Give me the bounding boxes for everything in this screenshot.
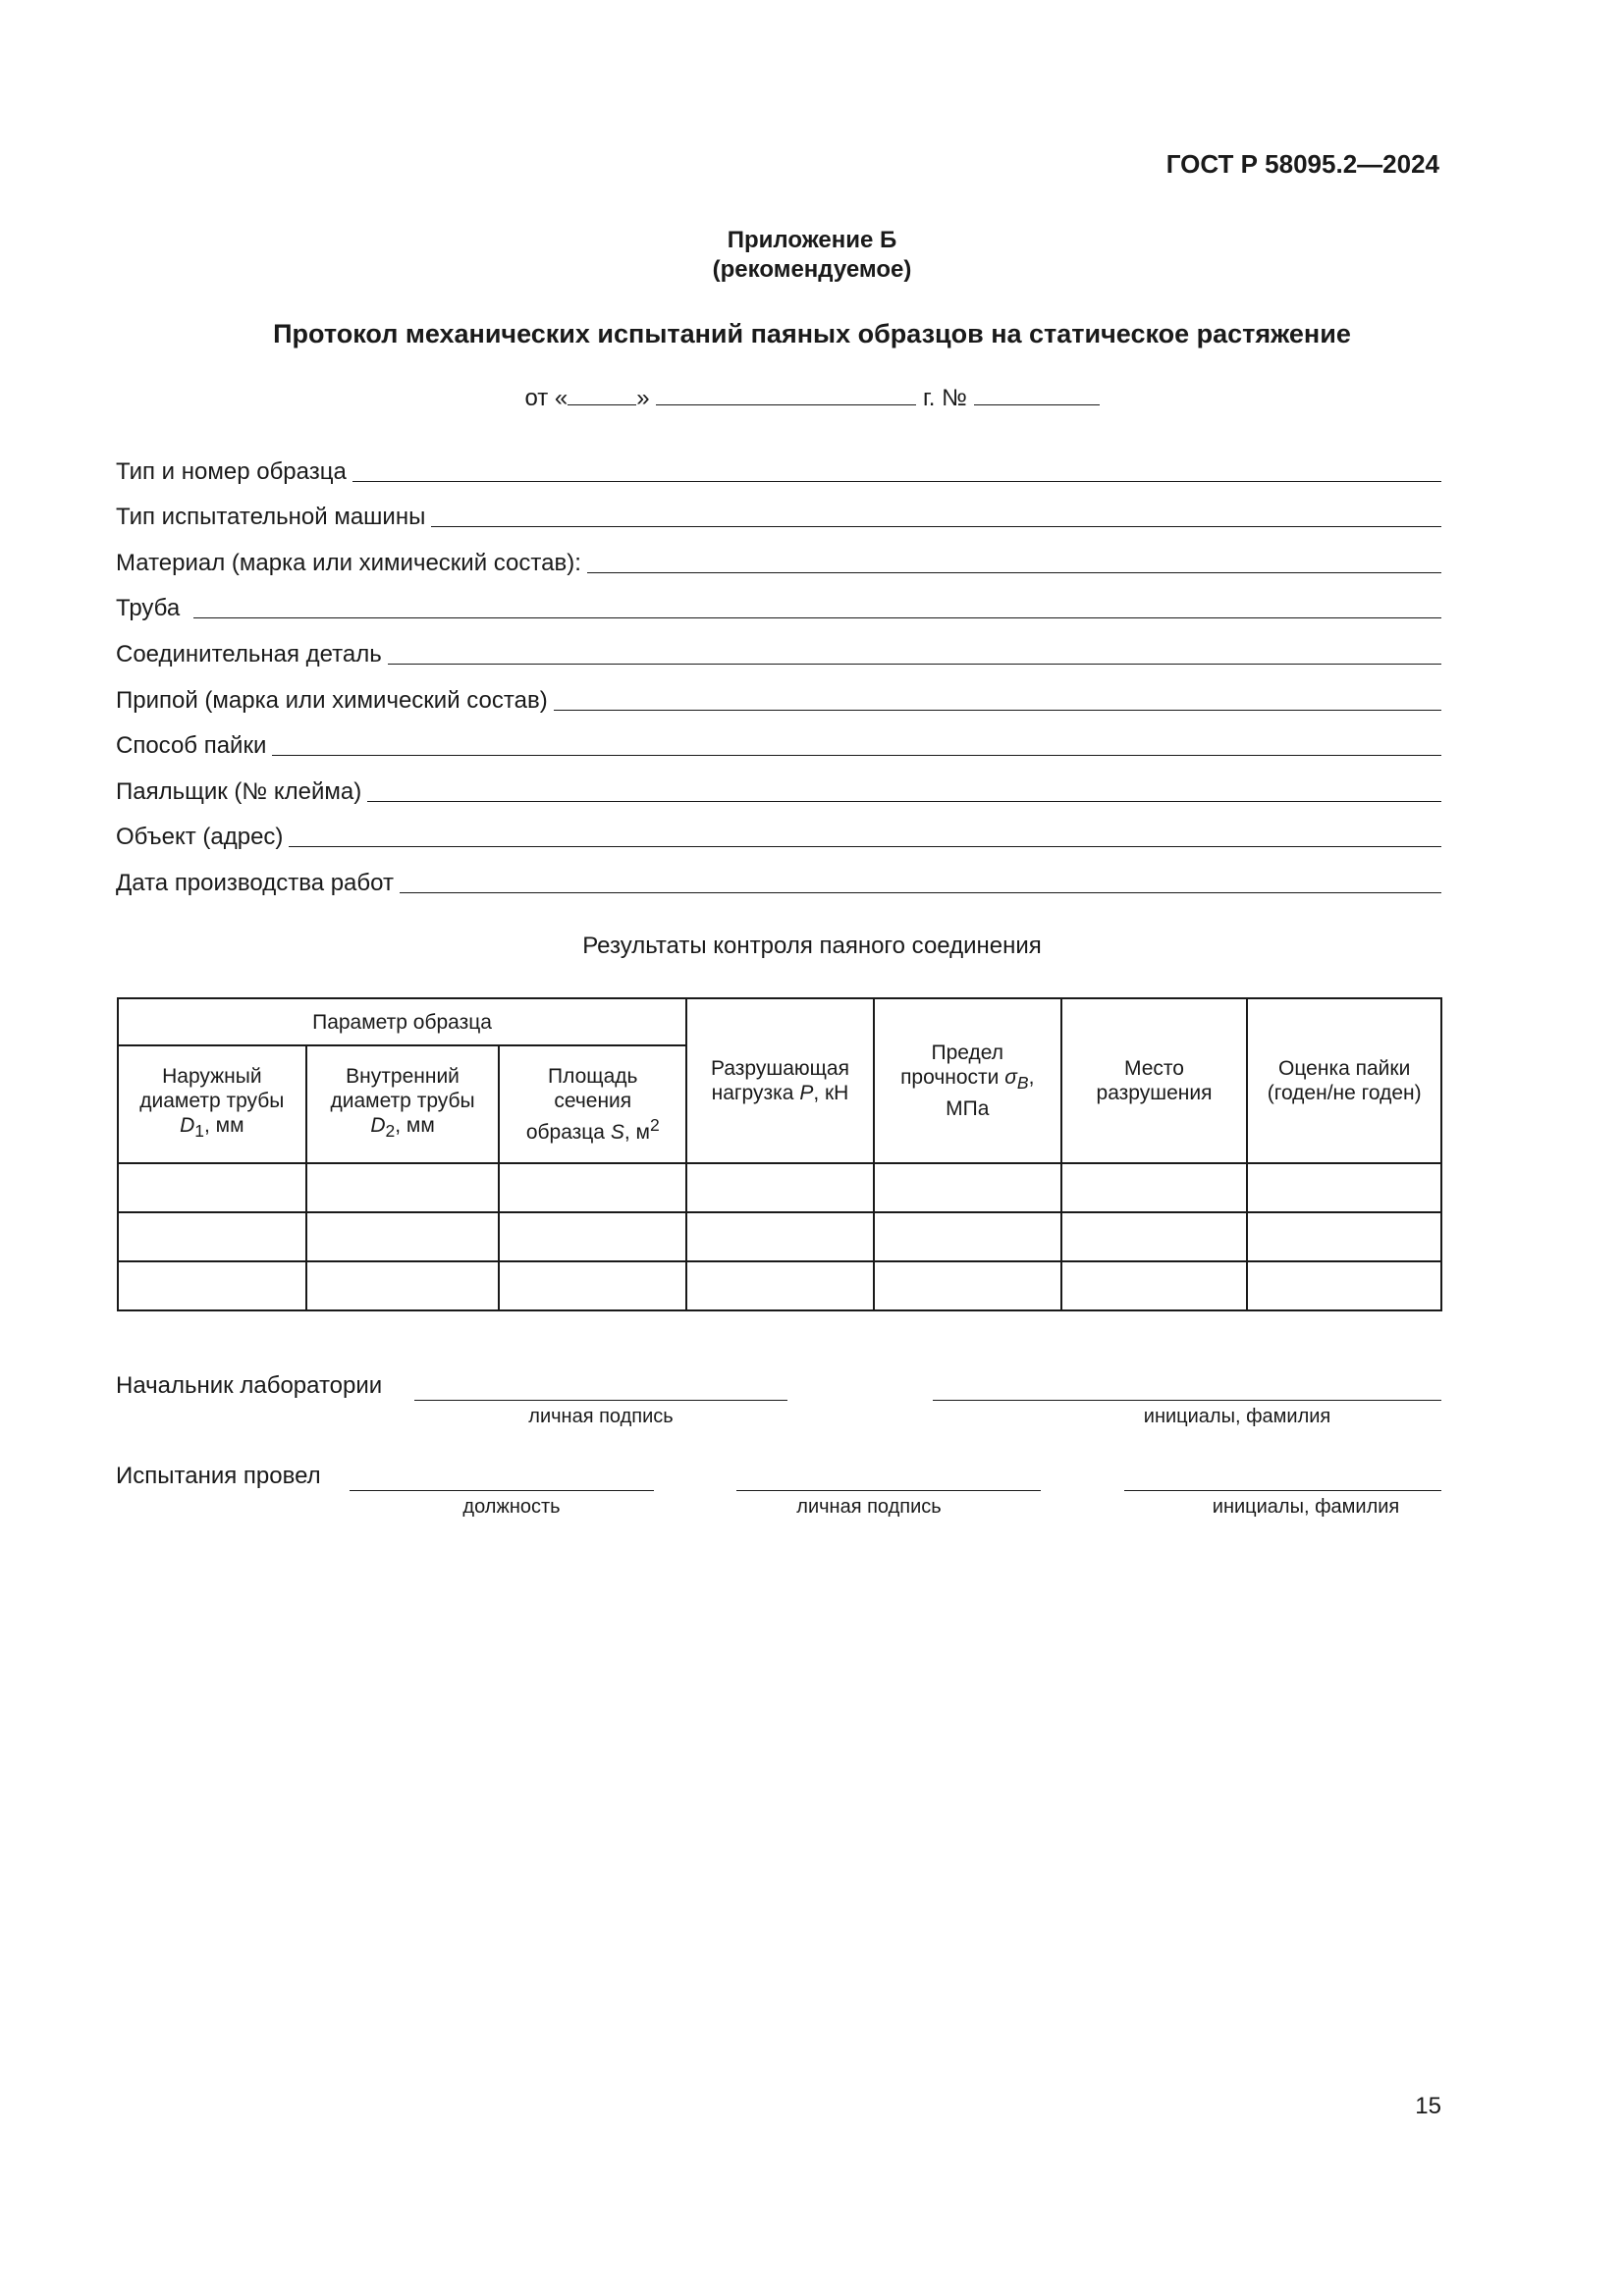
head-of-lab-label: Начальник лаборатории: [116, 1372, 383, 1399]
protocol-number-blank[interactable]: [974, 383, 1100, 405]
appendix-heading: [0, 226, 1624, 285]
field-label: Объект (адрес): [116, 824, 284, 851]
field-label: Соединительная деталь: [116, 640, 382, 667]
field-label: Дата производства работ: [116, 869, 394, 896]
table-cell[interactable]: [1247, 1212, 1441, 1261]
results-table: [117, 997, 1442, 1311]
protocol-title: Протокол механических испытаний паяных образцов на статическое растяжение: [273, 319, 1351, 348]
field-blank[interactable]: [431, 503, 1441, 527]
table-cell[interactable]: [118, 1261, 306, 1310]
field-blank[interactable]: [352, 457, 1441, 482]
page-number: 15: [1415, 2093, 1441, 2119]
tester-position-caption: должность: [462, 1496, 561, 1518]
head-of-lab-signature-line[interactable]: [414, 1400, 787, 1401]
col-header-cross-section: Площадь сечения образца S, $м^2$: [499, 1045, 686, 1163]
group-header-sample-parameter: Параметр образца: [118, 998, 686, 1045]
table-cell[interactable]: [1247, 1163, 1441, 1212]
table-cell[interactable]: [686, 1212, 874, 1261]
table-cell[interactable]: [1061, 1163, 1248, 1212]
tester-label: Испытания провел: [116, 1463, 321, 1489]
table-cell[interactable]: [499, 1163, 686, 1212]
col-header-outer-diameter: Наружный диаметр трубы $D_1$, мм: [118, 1045, 306, 1163]
tester-name-line[interactable]: [1124, 1490, 1441, 1491]
table-cell[interactable]: [1247, 1261, 1441, 1310]
table-cell[interactable]: [1061, 1212, 1248, 1261]
table-row: [118, 1212, 1441, 1261]
date-month-blank[interactable]: [656, 383, 916, 405]
col-header-load: Разрушающая нагрузка P, кН: [686, 998, 874, 1163]
tester-signature-line[interactable]: [736, 1490, 1041, 1491]
table-cell[interactable]: [1061, 1261, 1248, 1310]
table-cell[interactable]: [499, 1212, 686, 1261]
field-solderer: [116, 760, 1441, 806]
field-soldering-method: [116, 715, 1441, 761]
field-blank[interactable]: [289, 823, 1441, 847]
table-cell[interactable]: [118, 1212, 306, 1261]
field-blank[interactable]: [388, 640, 1441, 665]
field-material: [116, 531, 1441, 577]
head-of-lab-name-caption: инициалы, фамилия: [1143, 1406, 1331, 1427]
table-cell[interactable]: [874, 1212, 1061, 1261]
field-label: Тип и номер образца: [116, 457, 347, 485]
table-cell[interactable]: [306, 1163, 500, 1212]
protocol-fields: [116, 440, 1441, 897]
head-of-lab-name-line[interactable]: [933, 1400, 1441, 1401]
document-code: ГОСТ Р 58095.2—2024: [1165, 149, 1439, 179]
results-title: Результаты контроля паяного соединения: [582, 933, 1042, 959]
table-row: [118, 1163, 1441, 1212]
date-year-number: г. №: [922, 385, 967, 411]
field-blank[interactable]: [272, 731, 1441, 756]
field-label: Труба: [116, 595, 181, 622]
field-object-address: [116, 806, 1441, 852]
table-cell[interactable]: [686, 1163, 874, 1212]
field-pipe: [116, 577, 1441, 623]
field-solder: [116, 668, 1441, 715]
table-row: [118, 1261, 1441, 1310]
field-blank[interactable]: [367, 777, 1441, 802]
table-cell[interactable]: [874, 1163, 1061, 1212]
field-blank[interactable]: [554, 686, 1441, 711]
col-header-inner-diameter: Внутренний диаметр трубы $D_2$, мм: [306, 1045, 500, 1163]
col-header-strength: Предел прочности $\sigma_B$, МПа: [874, 998, 1061, 1163]
tester-name-caption: инициалы, фамилия: [1212, 1496, 1400, 1518]
appendix-subtitle: (рекомендуемое): [712, 256, 912, 283]
col-header-fracture-place: Место разрушения: [1061, 998, 1248, 1163]
protocol-date-line: [0, 383, 1624, 412]
field-label: Припой (марка или химический состав): [116, 686, 548, 714]
table-cell[interactable]: [306, 1261, 500, 1310]
table-cell[interactable]: [306, 1212, 500, 1261]
table-cell[interactable]: [686, 1261, 874, 1310]
table-header-row: [118, 998, 1441, 1045]
date-prefix: от «: [524, 385, 568, 411]
field-blank[interactable]: [400, 869, 1441, 893]
field-label: Способ пайки: [116, 732, 267, 760]
field-label: Паяльщик (№ клейма): [116, 777, 362, 805]
head-of-lab-signature-caption: личная подпись: [528, 1406, 674, 1427]
date-mid: »: [636, 385, 650, 411]
table-cell[interactable]: [499, 1261, 686, 1310]
tester-signature-caption: личная подпись: [796, 1496, 942, 1518]
field-blank[interactable]: [587, 549, 1441, 573]
table-cell[interactable]: [118, 1163, 306, 1212]
col-header-rating: Оценка пайки (годен/не годен): [1247, 998, 1441, 1163]
field-work-date: [116, 851, 1441, 897]
field-sample-type: [116, 440, 1441, 486]
date-day-blank[interactable]: [568, 383, 636, 405]
tester-position-line[interactable]: [350, 1490, 654, 1491]
field-fitting: [116, 622, 1441, 668]
field-machine-type: [116, 486, 1441, 532]
table-cell[interactable]: [874, 1261, 1061, 1310]
appendix-title: Приложение Б: [727, 227, 897, 253]
field-blank[interactable]: [193, 594, 1441, 618]
field-label: Тип испытательной машины: [116, 504, 426, 531]
field-label: Материал (марка или химический состав):: [116, 549, 581, 576]
